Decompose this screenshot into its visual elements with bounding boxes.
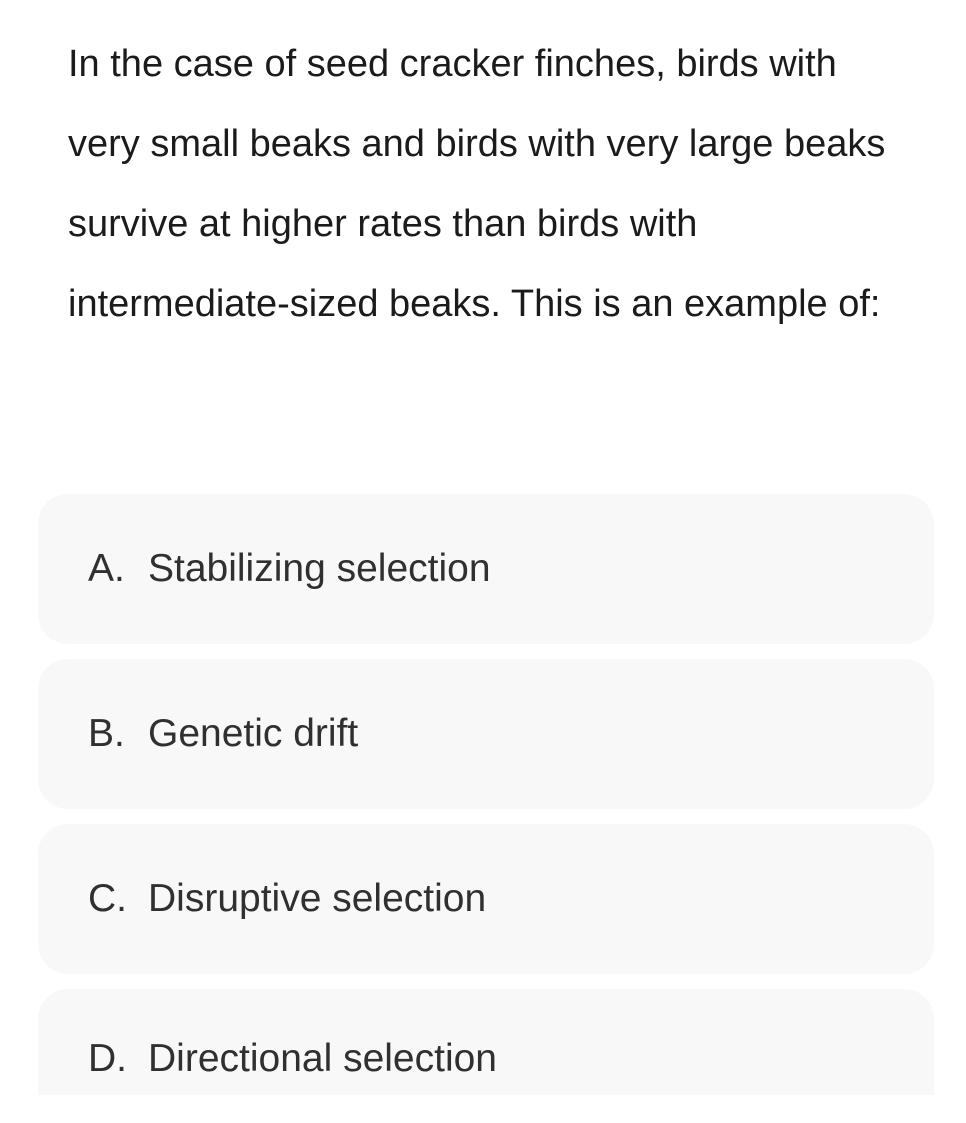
question-text: In the case of seed cracker finches, birds with very small beaks and birds with very large beaks survive at higher rates than birds with intermediate-sized beaks. This is an example of: [68, 43, 886, 325]
option-c[interactable] [38, 824, 934, 974]
option-d[interactable] [38, 989, 934, 1095]
option-label: Stabilizing selection [148, 547, 491, 590]
option-letter: C. [88, 877, 127, 920]
option-label: Genetic drift [148, 712, 359, 755]
option-letter: B. [88, 712, 125, 755]
bottom-edge [0, 1098, 966, 1123]
option-a[interactable] [38, 494, 934, 644]
option-label: Directional selection [148, 1037, 498, 1080]
option-letter: A. [88, 547, 125, 590]
option-b[interactable] [38, 659, 934, 809]
option-label: Disruptive selection [148, 877, 487, 920]
option-letter: D. [88, 1037, 127, 1080]
answer-options [38, 494, 934, 1095]
